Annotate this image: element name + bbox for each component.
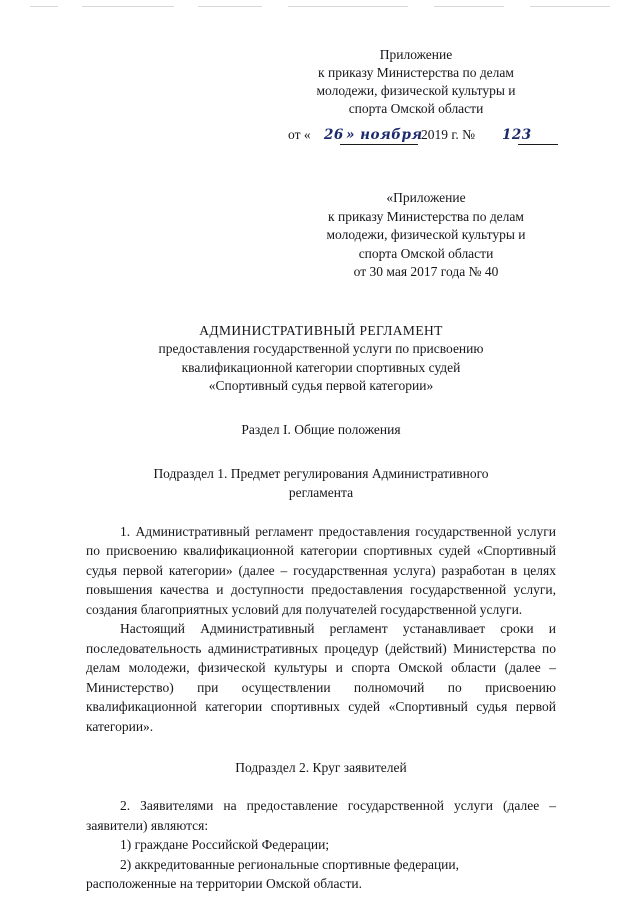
paragraph-3: 2. Заявителями на предоставление государственной услуги (далее – заявители) являются: [86,798,556,833]
date-month-handwritten: » ноября [346,127,423,143]
date-underline-month [340,144,418,145]
title-sub-2: квалификационной категории спортивных судей [181,359,461,375]
appendix-header-line-3: молодежи, физической культуры и [316,83,516,98]
appendix-quote-line-2: к приказу Министерства по делам [328,208,524,224]
appendix-quote-line-4: спорта Омской области [358,245,494,261]
subsection-1-line-2: регламента [288,484,354,500]
subsection-1-line-1: Подраздел 1. Предмет регулирования Административного [153,465,489,481]
subsection-2-heading: Подраздел 2. Круг заявителей [235,760,407,775]
date-year-label: 2019 г. № [421,127,476,142]
appendix-header-line-2: к приказу Министерства по делам [318,65,514,80]
date-underline-number [518,144,558,145]
list-item-2: 2) аккредитованные региональные спортивные федерации, [120,856,459,872]
appendix-header [286,46,546,118]
appendix-quote-line-5: от 30 мая 2017 года № 40 [353,264,499,279]
date-from-label: от « [288,127,311,142]
subsection-1-heading [86,464,556,502]
appendix-quote-line-3: молодежи, физической культуры и [326,227,526,242]
document-title [86,322,556,396]
appendix-quote-line-1: «Приложение [386,190,466,205]
paragraph-1: 1. Административный регламент предоставления государственной услуги по присвоению квалификационной категории спортивных судей «Спортивный судья первой категории» (далее – государственная услуга) разработан в целях повышения качества и доступности предоставления государственной услуги, создания благоприятных условий для получателей государственной услуги. [86,523,556,617]
appendix-header-line-1: Приложение [379,47,453,62]
title-sub-1: предоставления государственной услуги по присвоению [158,341,484,356]
title-sub-3: «Спортивный судья первой категории» [208,378,434,393]
section-heading: Раздел I. Общие положения [241,421,401,437]
appendix-quote-block [296,189,556,282]
list-item-2-continuation: расположенные на территории Омской области. [86,876,362,891]
list-item-1: 1) граждане Российской Федерации; [120,837,330,852]
paragraph-2: Настоящий Административный регламент устанавливает сроки и последовательность административных процедур (действий) Министерства по делам молодежи, физической культуры и спорта Омской области (далее – Министерство) при осуществлении полномочий по присвоению квалификационной категории спортивных судей «Спортивный судья первой категории». [86,621,556,734]
document-content [86,46,556,894]
date-day-handwritten: 26 [324,127,344,143]
appendix-header-line-4: спорта Омской области [348,101,484,116]
title-main: АДМИНИСТРАТИВНЫЙ РЕГЛАМЕНТ [199,322,443,338]
order-date-line [286,125,556,147]
scan-artifacts [30,6,610,16]
order-number-handwritten: 123 [502,127,532,143]
